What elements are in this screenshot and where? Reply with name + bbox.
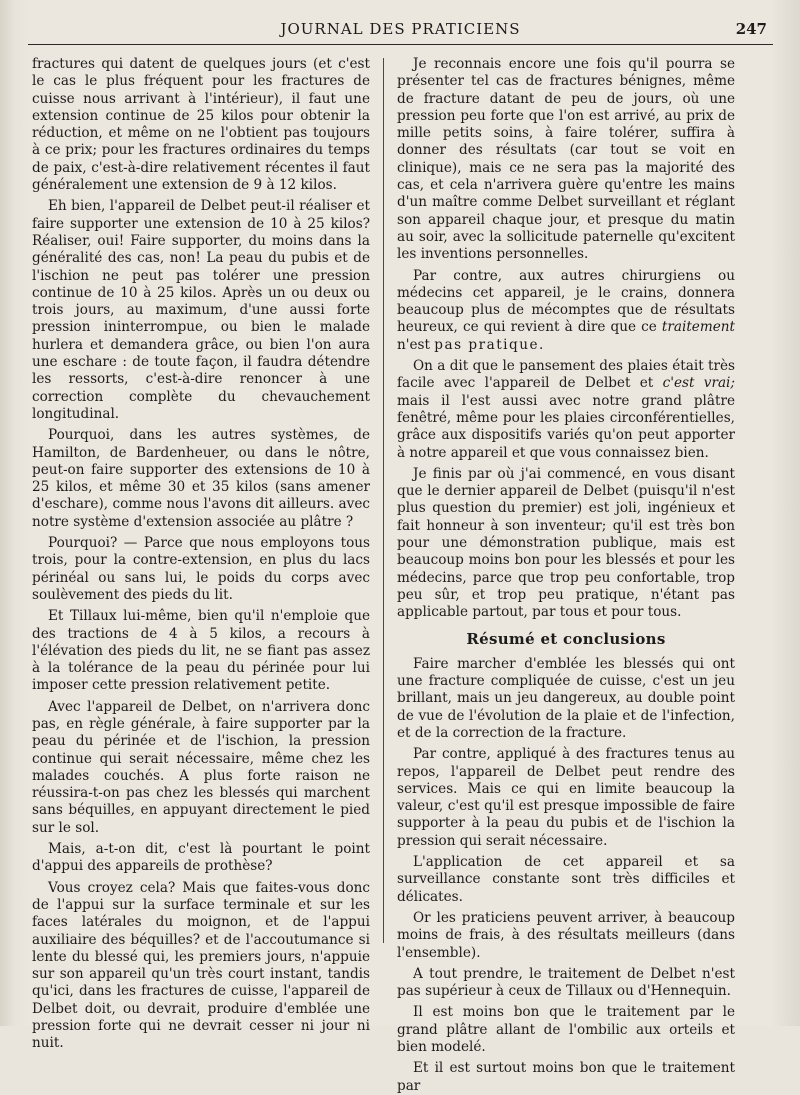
left-paragraph-4: Pourquoi? — Parce que nous employons tous trois, pour la contre-extension, en plus du lacs périnéal ou sans lui, le poids du corps avec soulèvement des pieds du lit. [32, 535, 370, 603]
right-column [397, 56, 735, 1094]
running-header [28, 18, 773, 45]
conclusion-paragraph-6: Il est moins bon que le traitement par le grand plâtre allant de l'ombilic aux orteils et bien modelé. [397, 1004, 735, 1056]
right-paragraph-2-mid: n'est [397, 336, 435, 353]
left-paragraph-7: Mais, a-t-on dit, c'est là pourtant le point d'appui des appareils de prothèse? [32, 841, 370, 875]
conclusion-paragraph-5: A tout prendre, le traitement de Delbet n'est pas supérieur à ceux de Tillaux ou d'Hennequin. [397, 965, 735, 1000]
right-paragraph-3-rest: mais il l'est aussi avec notre grand plâtre fenêtré, même pour les plaies circonférentielles, grâce aux dispositifs variés qu'on peut apporter à notre appareil et que vous connaissez bien. [397, 392, 735, 461]
left-column [32, 56, 370, 1052]
conclusion-paragraph-2: Par contre, appliqué à des fractures tenus au repos, l'appareil de Delbet peut rendre des services. Mais ce qui en limite beaucoup la valeur, c'est qu'il est presque impossible de faire supporter à la peau du pubis et de l'ischion la pression qui serait nécessaire. [397, 746, 735, 849]
emphasis-pas-pratique: pas pratique. [434, 336, 545, 353]
right-paragraph-3-text: On a dit que le pansement des plaies était très facile avec l'appareil de Delbet et [397, 358, 735, 392]
page-number: 247 [735, 20, 767, 38]
emphasis-cest-vrai: c'est vrai; [662, 375, 735, 392]
left-paragraph-5: Et Tillaux lui-même, bien qu'il n'emploie que des tractions de 4 à 5 kilos, a recours à l'élévation des pieds du lit, ne se fiant pas assez à la tolérance de la peau du périnée pour lui imposer cette pression relativement petite. [32, 608, 370, 694]
left-paragraph-6: Avec l'appareil de Delbet, on n'arrivera donc pas, en règle générale, à faire supporter par la peau du périnée et de l'ischion, la pression continue qui serait nécessaire, même chez les malades couchés. A plus forte raison ne réussira-t-on pas chez les blessés qui marchent sans béquilles, en appuyant directement le pied sur le sol. [32, 698, 370, 836]
conclusion-paragraph-7: Et il est surtout moins bon que le traitement par [397, 1060, 735, 1094]
conclusion-paragraph-4: Or les praticiens peuvent arriver, à beaucoup moins de frais, à des résultats meilleurs (dans l'ensemble). [397, 909, 735, 961]
left-paragraph-1: fractures qui datent de quelques jours (et c'est le cas le plus fréquent pour les fractures de cuisse nous arrivant à l'intérieur), il faut une extension continue de 25 kilos pour obtenir la réduction, et même on ne l'obtient pas toujours à ce prix; pour les fractures ordinaires du temps de paix, c'est-à-dire relativement récentes il faut généralement une extension de 9 à 12 kilos. [32, 56, 370, 194]
conclusion-paragraph-1: Faire marcher d'emblée les blessés qui ont une fracture compliquée de cuisse, c'est un jeu brillant, mais un jeu dangereux, au double point de vue de l'évolution de la plaie et de l'infection, et de la correction de la fracture. [397, 655, 735, 741]
left-paragraph-3: Pourquoi, dans les autres systèmes, de Hamilton, de Bardenheuer, ou dans le nôtre, peut-on faire supporter des extensions de 10 à 25 kilos, et même 30 et 35 kilos (sans amener d'eschare), comme nous l'avons dit ailleurs. avec notre système d'extension associée au plâtre ? [32, 427, 370, 530]
right-paragraph-1: Je reconnais encore une fois qu'il pourra se présenter tel cas de fractures bénignes, même de fracture datant de peu de jours, où une pression peu forte que l'on est arrivé, au prix de mille petits soins, à faire tolérer, suffira à donner des résultats (car tout se voit en clinique), mais ce ne sera pas la majorité des cas, et cela n'arrivera guère qu'entre les mains d'un maître comme Delbet surveillant et réglant son appareil chaque jour, et presque du matin au soir, avec la sollicitude paternelle qu'excitent les inventions personnelles. [397, 56, 735, 263]
right-paragraph-4: Je finis par où j'ai commencé, en vous disant que le dernier appareil de Delbet (puisqu'il n'est plus question du premier) est joli, ingénieux et fait honneur à son inventeur; qu'il est très bon pour une démonstration publique, mais est beaucoup moins bon pour les blessés et pour les médecins, parce que trop peu confortable, trop peu sûr, et trop peu pratique, n'étant pas applicable partout, par tous et pour tous. [397, 465, 735, 621]
column-divider [383, 58, 384, 943]
left-paragraph-8: Vous croyez cela? Mais que faites-vous donc de l'appui sur la surface terminale et sur les faces latérales du moignon, et de l'appui auxiliaire des béquilles? et de l'accoutumance si lente du blessé qui, les premiers jours, n'appuie sur son appareil qu'un très court instant, tandis qu'ici, dans les fractures de cuisse, l'appareil de Delbet doit, ou devrait, produire d'emblée une pression forte qui ne devrait cesser ni jour ni nuit. [32, 879, 370, 1052]
emphasis-traitement: traitement [661, 319, 735, 336]
right-paragraph-2 [397, 268, 735, 354]
section-heading: Résumé et conclusions [466, 629, 666, 648]
left-paragraph-2: Eh bien, l'appareil de Delbet peut-il réaliser et faire supporter une extension de 10 à 25 kilos? Réaliser, oui! Faire supporter, du moins dans la généralité des cas, non! La peau du pubis et de l'ischion ne peut pas tolérer une pression continue de 10 à 25 kilos. Après un ou deux ou trois jours, au maximum, d'une aussi forte pression ininterrompue, ou bien le malade hurlera et demandera grâce, ou bien l'on aura une eschare : de toute façon, il faudra détendre les ressorts, c'est-à-dire renoncer à une correction complète du chevauchement longitudinal. [32, 198, 370, 422]
right-paragraph-3 [397, 358, 735, 462]
journal-title: JOURNAL DES PRATICIENS [280, 20, 521, 38]
conclusion-paragraph-3: L'application de cet appareil et sa surveillance constante sont très difficiles et délicates. [397, 854, 735, 905]
right-paragraph-2-text: Par contre, aux autres chirurgiens ou médecins cet appareil, je le crains, donnera beaucoup plus de mécomptes que de résultats heureux, ce qui revient à dire que ce [397, 267, 735, 336]
